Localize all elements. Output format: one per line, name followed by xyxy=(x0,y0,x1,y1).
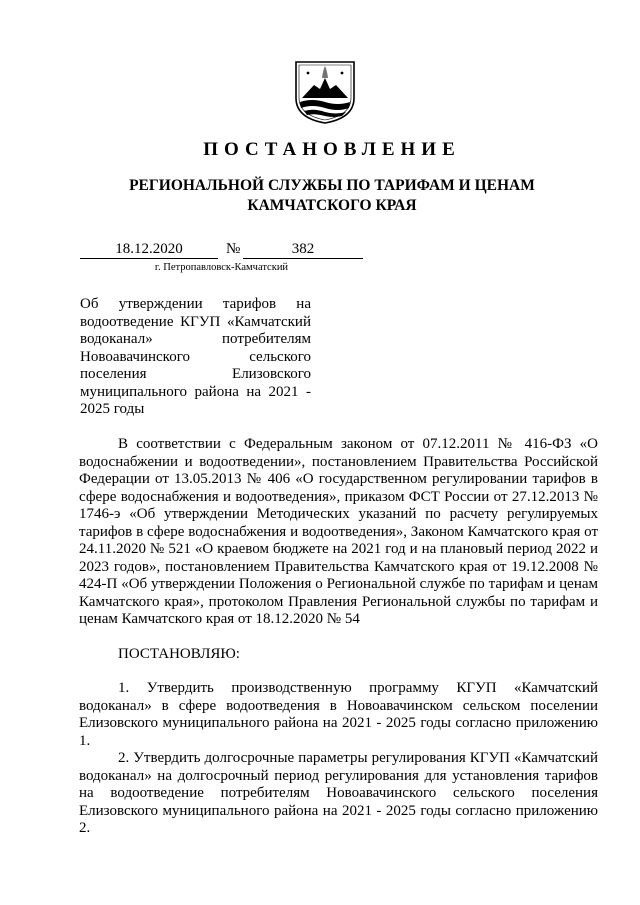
decree-heading: ПОСТАНОВЛЯЮ: xyxy=(118,645,240,662)
resolution-item-1: 1. Утвердить производственную программу КГУП «Камчатский водоканал» в сфере водоотведения в Новоавачинском сельском поселении Елизовского муниципального района на 2021 - 2025 годы согласно приложению 1. xyxy=(79,680,598,749)
document-type-title: ПОСТАНОВЛЕНИЕ xyxy=(203,139,461,160)
number-sign: № xyxy=(226,241,241,257)
authority-line-2: КАМЧАТСКОГО КРАЯ xyxy=(247,197,417,214)
document-number: 382 xyxy=(243,240,363,259)
preamble-paragraph: В соответствии с Федеральным законом от 07.12.2011 № 416-ФЗ «О водоснабжении и водоотведении», постановлением Правительства Российской Федерации от 13.05.2013 № 406 «О государственном регулировании тарифов в сфере водоснабжения и водоотведения», приказом ФСТ России от 27.12.2013 № 1746-э «Об утверждении Методических указаний по расчету регулируемых тарифов в сфере водоснабжения и водоотведения», Законом Камчатского края от 24.11.2020 № 521 «О краевом бюджете на 2021 год и на плановый период 2022 и 2023 годов», постановлением Правительства Камчатского края от 19.12.2008 № 424-П «Об утверждении Положения о Региональной службе по тарифам и ценам Камчатского края», протоколом Правления Региональной службы по тарифам и ценам Камчатского края от 18.12.2020 № 54 xyxy=(79,436,598,627)
issue-city: г. Петропавловск-Камчатский xyxy=(154,262,289,273)
issuing-authority xyxy=(0,176,640,216)
resolution-item-2: 2. Утвердить долгосрочные параметры регулирования КГУП «Камчатский водоканал» на долгосрочный период регулирования для установления тарифов на водоотведение потребителям Новоавачинского сельского поселения Елизовского муниципального района на 2021 - 2025 годы согласно приложению 2. xyxy=(79,750,598,836)
document-subject: Об утверждении тарифов на водоотведение КГУП «Камчатский водоканал» потребителям Новоавачинского сельского поселения Елизовского муниципального района на 2021 - 2025 годы xyxy=(80,296,311,417)
kamchatka-coat-of-arms-icon xyxy=(294,58,356,124)
authority-line-1: РЕГИОНАЛЬНОЙ СЛУЖБЫ ПО ТАРИФАМ И ЦЕНАМ xyxy=(129,177,535,194)
document-date: 18.12.2020 xyxy=(80,240,218,259)
document-body xyxy=(79,436,598,838)
